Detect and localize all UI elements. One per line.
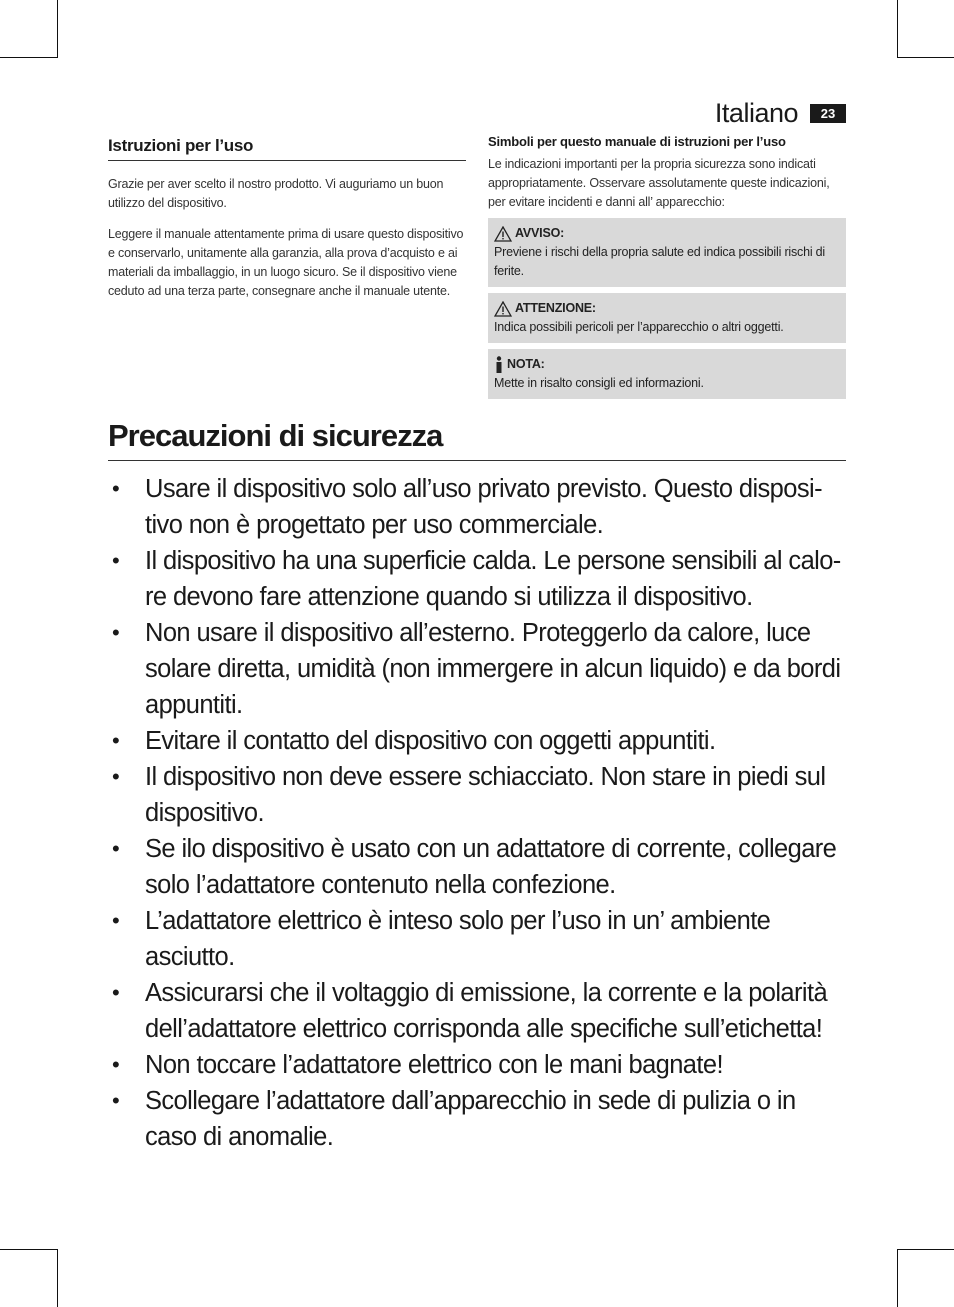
istruzioni-title: Istruzioni per l’uso (108, 136, 466, 161)
crop-mark (897, 1249, 954, 1250)
list-item: • Assicurarsi che il voltaggio di emissione, la corrente e la polarità dell’adattatore elettrico corrisponda alle specifiche sull’etichetta! (108, 975, 846, 1047)
nota-text: Mette in risalto consigli ed informazioni. (494, 376, 704, 390)
bullet-icon: • (112, 476, 120, 501)
avviso-text: Previene i rischi della propria salute ed indica possibili rischi di ferite. (494, 245, 826, 278)
crop-mark (0, 57, 57, 58)
precauzioni-list (108, 471, 846, 1155)
bullet-icon: • (112, 836, 120, 861)
list-item: • Non toccare l’adattatore elettrico con le mani bagnate! (108, 1047, 846, 1083)
istruzioni-paragraph-2: Leggere il manuale attentamente prima di usare questo dispositivo e conservarlo, unitamente alla garanzia, alla prova d’acquisto e ai materiali da imballaggio, in un luogo sicuro. Se il dispositivo viene ceduto ad una terza parte, consegnare anche il manuale utente. (108, 227, 464, 298)
crop-mark (897, 0, 898, 58)
warning-triangle-icon (494, 301, 512, 317)
bullet-icon: • (112, 908, 120, 933)
simboli-section (488, 134, 846, 399)
page-number: 23 (810, 104, 846, 123)
info-icon (494, 356, 504, 374)
language-label: Italiano (714, 98, 798, 128)
bullet-icon: • (112, 1088, 120, 1113)
bullet-icon: • (112, 764, 120, 789)
attenzione-box (488, 293, 846, 343)
simboli-title: Simboli per questo manuale di istruzioni per l’uso (488, 134, 786, 149)
avviso-label: AVVISO: (515, 226, 565, 240)
istruzioni-section (108, 136, 466, 313)
crop-mark (57, 0, 58, 58)
bullet-icon: • (112, 1052, 120, 1077)
crop-mark (897, 1249, 898, 1307)
attenzione-text: Indica possibili pericoli per l’apparecchio o altri oggetti. (494, 320, 784, 334)
bullet-icon: • (112, 620, 120, 645)
list-item: • Usare il dispositivo solo all’uso privato previsto. Questo dispositivo non è progettato per uso commerciale. (108, 471, 846, 543)
istruzioni-paragraph-1: Grazie per aver scelto il nostro prodotto. Vi auguriamo un buon utilizzo del dispositivo. (108, 177, 444, 210)
list-item: • Non usare il dispositivo all’esterno. Proteggerlo da calore, luce solare diretta, umidità (non immergere in alcun liquido) e da bordi appuntiti. (108, 615, 846, 723)
list-item: • Il dispositivo ha una superficie calda. Le persone sensibili al calore devono fare attenzione quando si utilizza il dispositivo. (108, 543, 846, 615)
crop-mark (0, 1249, 57, 1250)
warning-triangle-icon (494, 226, 512, 242)
simboli-intro: Le indicazioni importanti per la propria sicurezza sono indicati appropriatamente. Osservare assolutamente queste indicazioni, per evitare incidenti e danni all’ apparecchio: (488, 157, 830, 209)
bullet-icon: • (112, 980, 120, 1005)
list-item: • Il dispositivo non deve essere schiacciato. Non stare in piedi sul dispositivo. (108, 759, 846, 831)
nota-box (488, 349, 846, 399)
attenzione-label: ATTENZIONE: (515, 301, 596, 315)
list-item: • L’adattatore elettrico è inteso solo per l’uso in un’ ambiente asciutto. (108, 903, 846, 975)
list-item: • Scollegare l’adattatore dall’apparecchio in sede di pulizia o in caso di anomalie. (108, 1083, 846, 1155)
list-item: • Evitare il contatto del dispositivo con oggetti appuntiti. (108, 723, 846, 759)
crop-mark (57, 1249, 58, 1307)
nota-label: NOTA: (507, 357, 545, 371)
precauzioni-title: Precauzioni di sicurezza (108, 418, 846, 461)
bullet-icon: • (112, 728, 120, 753)
list-item: • Se ilo dispositivo è usato con un adattatore di corrente, collegare solo l’adattatore contenuto nella confezione. (108, 831, 846, 903)
precauzioni-section (108, 418, 846, 1155)
page-header (715, 98, 846, 129)
crop-mark (897, 57, 954, 58)
avviso-box (488, 218, 846, 287)
bullet-icon: • (112, 548, 120, 573)
